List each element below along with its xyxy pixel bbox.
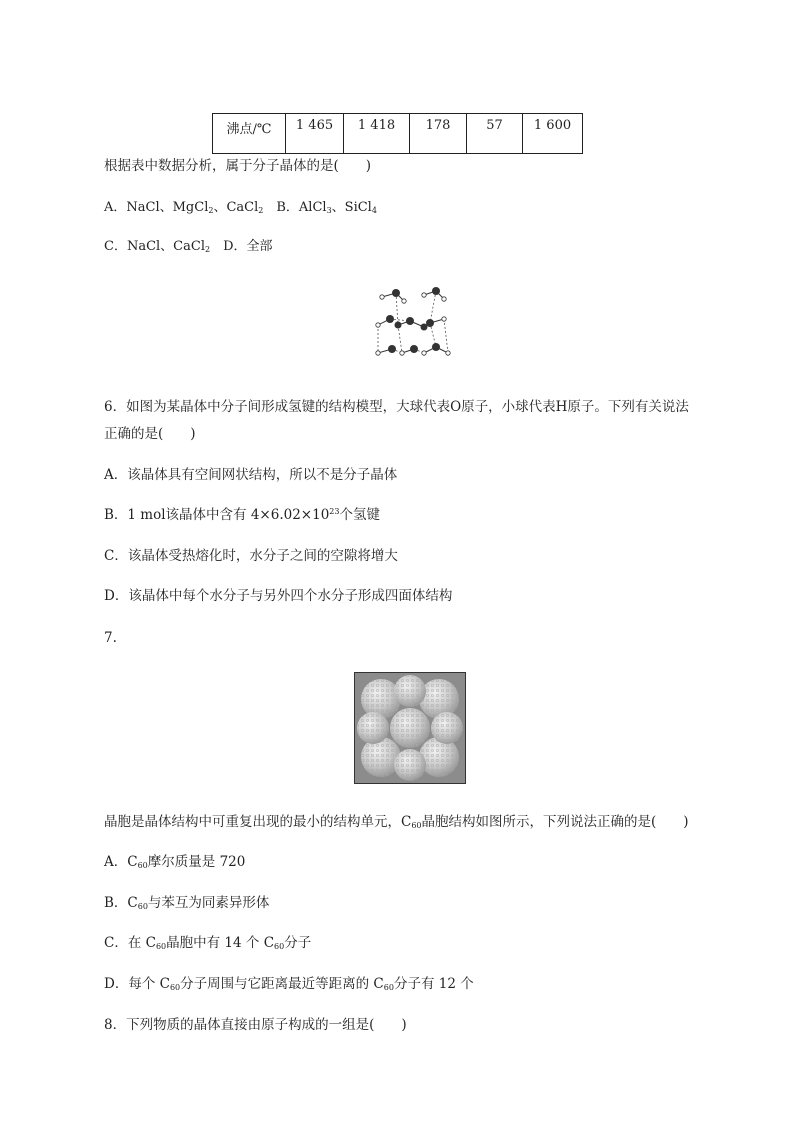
c60-molecules-image xyxy=(355,673,465,783)
q5-option-c: C．NaCl、CaCl xyxy=(104,239,205,254)
subscript: 2 xyxy=(208,206,214,215)
table-cell: 1 418 xyxy=(344,114,410,154)
q7-option-b-label: B．C xyxy=(104,895,138,911)
q6-stem-line1: 6．如图为某晶体中分子间形成氢键的结构模型，大球代表O原子，小球代表H原子。下列有关说法 xyxy=(104,399,689,415)
q7-option-a xyxy=(104,853,245,871)
superscript: 23 xyxy=(329,507,340,516)
q7-option-d-text: 分子周围与它距离最近等距离的 C xyxy=(180,976,384,992)
q5-option-b-text: 、SiCl xyxy=(331,200,372,215)
q5-options-ab xyxy=(104,199,377,217)
subscript: 60 xyxy=(411,821,422,830)
c60-unit-cell-figure xyxy=(354,672,466,784)
q6-option-b xyxy=(104,506,380,524)
subscript: 60 xyxy=(274,942,285,951)
q7-option-b-text: 与苯互为同素异形体 xyxy=(147,895,270,911)
table-cell: 57 xyxy=(467,114,523,154)
q8-stem: 8．下列物质的晶体直接由原子构成的一组是( ) xyxy=(104,1017,407,1033)
q7-option-c-text: 晶胞中有 14 个 C xyxy=(166,935,275,951)
subscript: 60 xyxy=(137,902,148,911)
hydrogen-bond-model-figure xyxy=(364,283,456,369)
q6-stem-line2: 正确的是( ) xyxy=(104,426,196,442)
q5-option-d: D．全部 xyxy=(210,239,273,254)
q6-option-b-text: B．1 mol该晶体中含有 4×6.02×10 xyxy=(104,507,330,523)
subscript: 2 xyxy=(204,245,211,254)
q5-stem: 根据表中数据分析，属于分子晶体的是( ) xyxy=(104,158,372,174)
q7-option-a-text: 摩尔质量是 720 xyxy=(147,854,246,870)
q7-option-d xyxy=(104,975,474,993)
subscript: 60 xyxy=(155,942,167,951)
table-row xyxy=(213,114,583,154)
q7-number: 7. xyxy=(104,630,117,646)
subscript: 60 xyxy=(137,861,148,870)
table-cell: 1 465 xyxy=(286,114,344,154)
q6-option-a: A．该晶体具有空间网状结构，所以不是分子晶体 xyxy=(104,467,398,483)
boiling-point-table xyxy=(212,113,583,154)
q6-option-c: C．该晶体受热熔化时，水分子之间的空隙将增大 xyxy=(104,548,398,564)
q7-option-c-tail: 分子 xyxy=(284,935,312,951)
q5-option-a-text: 、CaCl xyxy=(213,200,259,215)
q5-option-b: B．AlCl xyxy=(263,200,327,215)
q7-option-d-label: D．每个 C xyxy=(104,976,170,992)
q7-option-d-tail: 分子有 12 个 xyxy=(393,976,474,992)
table-header-cell: 沸点/℃ xyxy=(213,114,286,154)
q7-option-b xyxy=(104,894,269,912)
q7-option-c-label: C．在 C xyxy=(104,935,156,951)
q7-option-a-label: A．C xyxy=(104,854,138,870)
q7-stem-tail: 晶胞结构如图所示，下列说法正确的是( ) xyxy=(421,814,689,830)
subscript: 60 xyxy=(169,983,181,992)
subscript: 2 xyxy=(258,206,264,215)
q7-stem xyxy=(104,813,689,831)
subscript: 60 xyxy=(383,983,394,992)
table-cell: 1 600 xyxy=(523,114,583,154)
q7-option-c xyxy=(104,934,311,952)
q5-option-a: A．NaCl、MgCl xyxy=(104,200,209,215)
q6-option-d: D．该晶体中每个水分子与另外四个水分子形成四面体结构 xyxy=(104,588,453,604)
q5-options-cd xyxy=(104,238,273,256)
subscript: 3 xyxy=(326,206,332,215)
subscript: 4 xyxy=(371,206,377,215)
table-cell: 178 xyxy=(410,114,467,154)
q6-option-b-tail: 个氢键 xyxy=(339,507,380,523)
q7-stem-text: 晶胞是晶体结构中可重复出现的最小的结构单元，C xyxy=(104,814,412,830)
